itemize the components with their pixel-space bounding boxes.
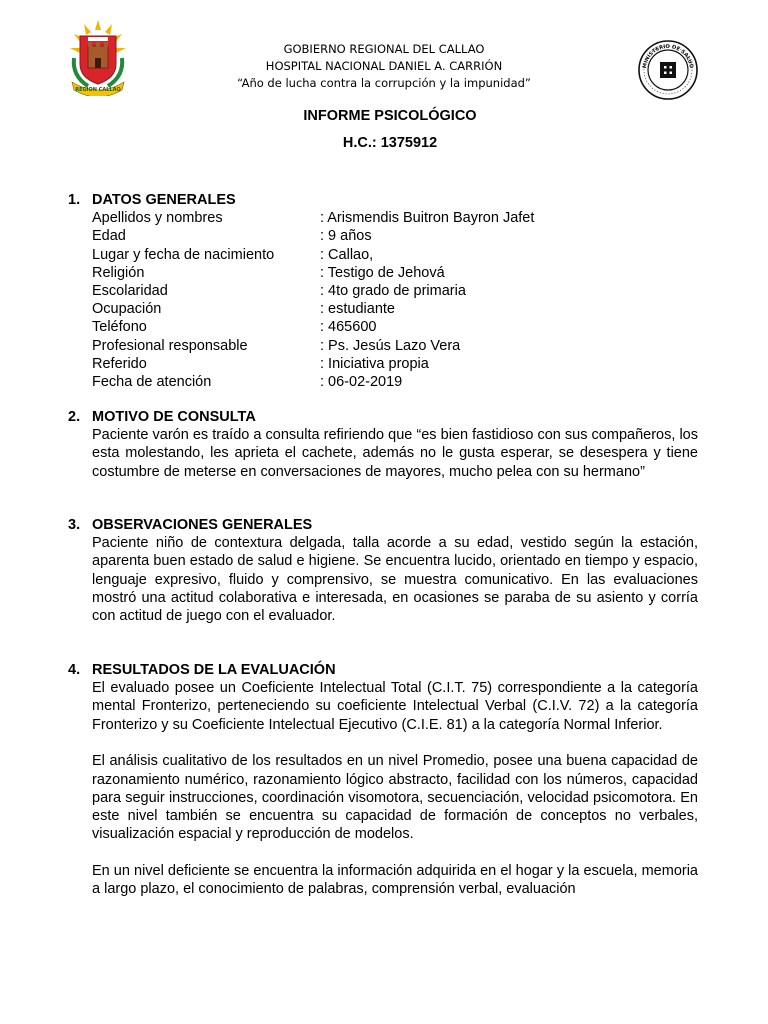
section-heading [68, 661, 698, 679]
datos-label: Religión [92, 264, 145, 281]
section-number: 2. [68, 409, 81, 425]
datos-value: : Iniciativa propia [320, 355, 429, 372]
right-logo-caption: MINISTERIO DE SALUD [641, 43, 694, 69]
section-observaciones-generales [68, 516, 698, 625]
section-title: OBSERVACIONES GENERALES [92, 517, 313, 533]
section-motivo-consulta [68, 408, 698, 481]
datos-label: Fecha de atención [92, 374, 212, 391]
datos-value: : Ps. Jesús Lazo Vera [320, 337, 461, 354]
datos-label: Teléfono [92, 319, 147, 336]
datos-label: Escolaridad [92, 283, 168, 300]
clinical-history-number: H.C.: 1375912 [342, 135, 438, 151]
datos-value: : 06-02-2019 [320, 374, 403, 391]
section-title: DATOS GENERALES [92, 192, 236, 208]
results-paragraph-1: El evaluado posee un Coeficiente Intelectual Total (C.I.T. 75) correspondiente a la categoría mental Fronterizo, perteneciendo su coeficiente Intelectual Verbal (C.I.V. 72) a la categoría Fronterizo y su Coeficiente Intelectual Ejecutivo (C.I.E. 81) a la categoría Normal Inferior. [92, 680, 698, 733]
datos-value: : 4to grado de primaria [320, 283, 466, 300]
section-number: 4. [68, 662, 81, 678]
datos-label: Ocupación [92, 301, 162, 318]
section-heading [68, 516, 698, 534]
datos-value: : Testigo de Jehová [320, 264, 445, 281]
datos-value: : 465600 [320, 319, 377, 336]
section-heading [68, 191, 698, 209]
section-number: 1. [68, 192, 81, 208]
section-datos-generales [68, 191, 698, 391]
datos-list [92, 209, 698, 391]
datos-label: Apellidos y nombres [92, 210, 223, 227]
datos-value: : 9 años [320, 228, 372, 245]
section-title: RESULTADOS DE LA EVALUACIÓN [92, 662, 336, 678]
header-government: GOBIERNO REGIONAL DEL CALLAO [283, 42, 485, 56]
section-heading [68, 408, 698, 426]
section-title: MOTIVO DE CONSULTA [92, 409, 256, 425]
datos-value: : Arismendis Buitron Bayron Jafet [320, 210, 535, 227]
datos-label: Referido [92, 355, 147, 372]
section-resultados-evaluacion [68, 661, 698, 898]
header-hospital: HOSPITAL NACIONAL DANIEL A. CARRIÓN [265, 59, 503, 73]
datos-label: Profesional responsable [92, 337, 248, 354]
results-paragraph-2: El análisis cualitativo de los resultados en un nivel Promedio, posee una buena capacidad de razonamiento numérico, razonamiento lógico abstracto, facilidad con los números, capacidad para seguir instrucciones, coordinación visomotora, secuenciación, velocidad psicomotora. En este nivel también se encuentra su capacidad de formación de conceptos no verbales, visualización espacial y reproducción de modelos. [92, 753, 698, 843]
datos-label: Lugar y fecha de nacimiento [92, 246, 275, 263]
header-year-motto: “Año de lucha contra la corrupción y la impunidad” [237, 76, 531, 90]
datos-value: : Callao, [320, 246, 374, 263]
datos-label: Edad [92, 228, 126, 245]
section-paragraph: Paciente varón es traído a consulta refiriendo que “es bien fastidioso con sus compañeros, los esta molestando, les aprieta el cachete, además no le gusta esperar, se desespera y tiene costumbre de meterse en conversaciones de mayores, mucho pelea con su hermano” [92, 427, 698, 480]
document-title: INFORME PSICOLÓGICO [303, 108, 477, 124]
region-callao-logo [66, 18, 130, 96]
section-number: 3. [68, 517, 81, 533]
datos-value: : estudiante [320, 301, 395, 318]
ministerio-de-salud-seal [638, 40, 698, 100]
left-logo-caption: REGION CALLAO [75, 87, 121, 93]
results-paragraph-3: En un nivel deficiente se encuentra la información adquirida en el hogar y la escuela, memoria a largo plazo, el conocimiento de palabras, comprensión verbal, evaluación [92, 862, 698, 898]
section-paragraph: Paciente niño de contextura delgada, talla acorde a su edad, vestido según la estación, aparenta buen estado de salud e higiene. Se encuentra lucido, orientado en tiempo y espacio, lenguaje expresivo, fluido y comprensivo, se muestra comunicativo. En las evaluaciones mostró una actitud colaborativa e interesada, en ocasiones se paraba de su asiento y corría con actitud de juego con el evaluador. [92, 535, 698, 625]
